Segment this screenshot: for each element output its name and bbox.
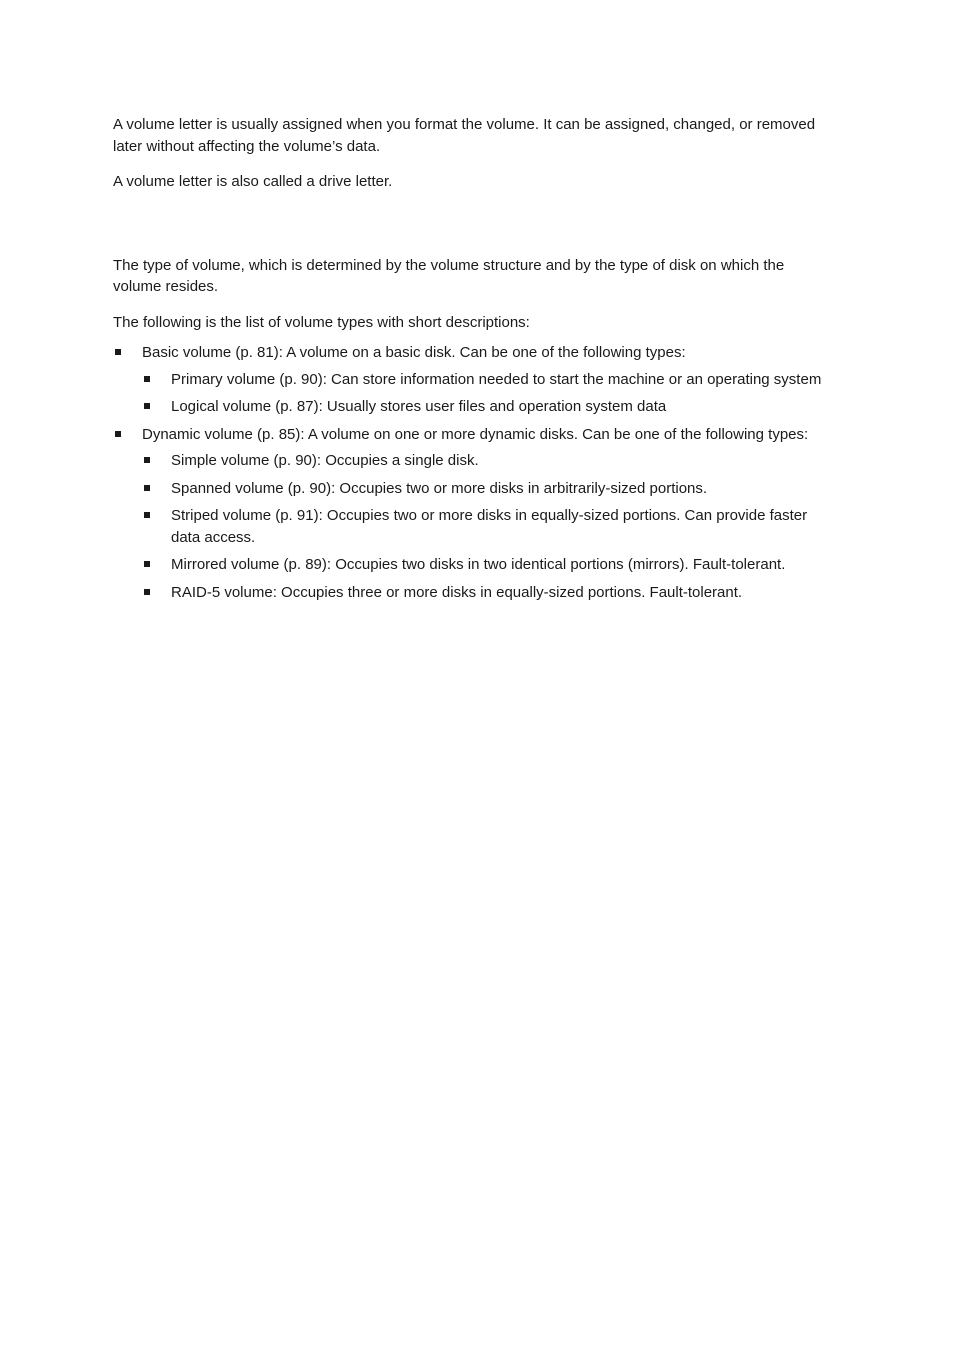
volume-letter-paragraph-2: A volume letter is also called a drive letter. [113,173,393,190]
square-bullet-icon [144,403,150,409]
document-page [113,114,833,609]
list-item-text: Simple volume (p. 90): Occupies a single disk. [171,452,479,469]
list-item-text: Basic volume (p. 81): A volume on a basic disk. Can be one of the following types: [142,344,686,361]
list-item-text: Striped volume (p. 91): Occupies two or more disks in equally-sized portions. Can provide faster data access. [171,507,808,546]
list-item-spanned-volume [142,478,833,500]
list-item-text: Mirrored volume (p. 89): Occupies two disks in two identical portions (mirrors). Fault-tolerant. [171,556,786,573]
list-item-striped-volume [142,505,833,548]
square-bullet-icon [144,512,150,518]
list-item-text: Dynamic volume (p. 85): A volume on one or more dynamic disks. Can be one of the following types: [142,425,809,443]
list-item-simple-volume [142,450,833,472]
list-item-logical-volume [142,396,833,418]
list-item-mirrored-volume [142,554,833,576]
volume-type-paragraph-2: The following is the list of volume types with short descriptions: [113,313,530,331]
list-item-primary-volume [142,369,833,391]
square-bullet-icon [144,457,150,463]
square-bullet-icon [144,561,150,567]
square-bullet-icon [144,485,150,491]
volume-letter-paragraph-1: A volume letter is usually assigned when you format the volume. It can be assigned, changed, or removed later without affecting the volume’s data. [113,116,816,155]
list-item-basic-volume [113,342,833,418]
list-item-text: Logical volume (p. 87): Usually stores user files and operation system data [171,398,667,415]
dynamic-volume-sublist [142,450,833,603]
section-spacer [113,207,833,255]
list-item-raid5-volume [142,582,833,604]
square-bullet-icon [115,431,121,437]
square-bullet-icon [144,376,150,382]
list-item-dynamic-volume [113,424,833,604]
volume-type-paragraph-1: The type of volume, which is determined by the volume structure and by the type of disk on which the volume resides. [113,256,785,295]
list-item-text: Primary volume (p. 90): Can store information needed to start the machine or an operating system [171,370,822,388]
list-item-text: Spanned volume (p. 90): Occupies two or more disks in arbitrarily-sized portions. [171,479,708,497]
volume-type-list [113,342,833,603]
square-bullet-icon [115,349,121,355]
square-bullet-icon [144,589,150,595]
list-item-text: RAID-5 volume: Occupies three or more disks in equally-sized portions. Fault-tolerant. [171,583,743,601]
basic-volume-sublist [142,369,833,418]
